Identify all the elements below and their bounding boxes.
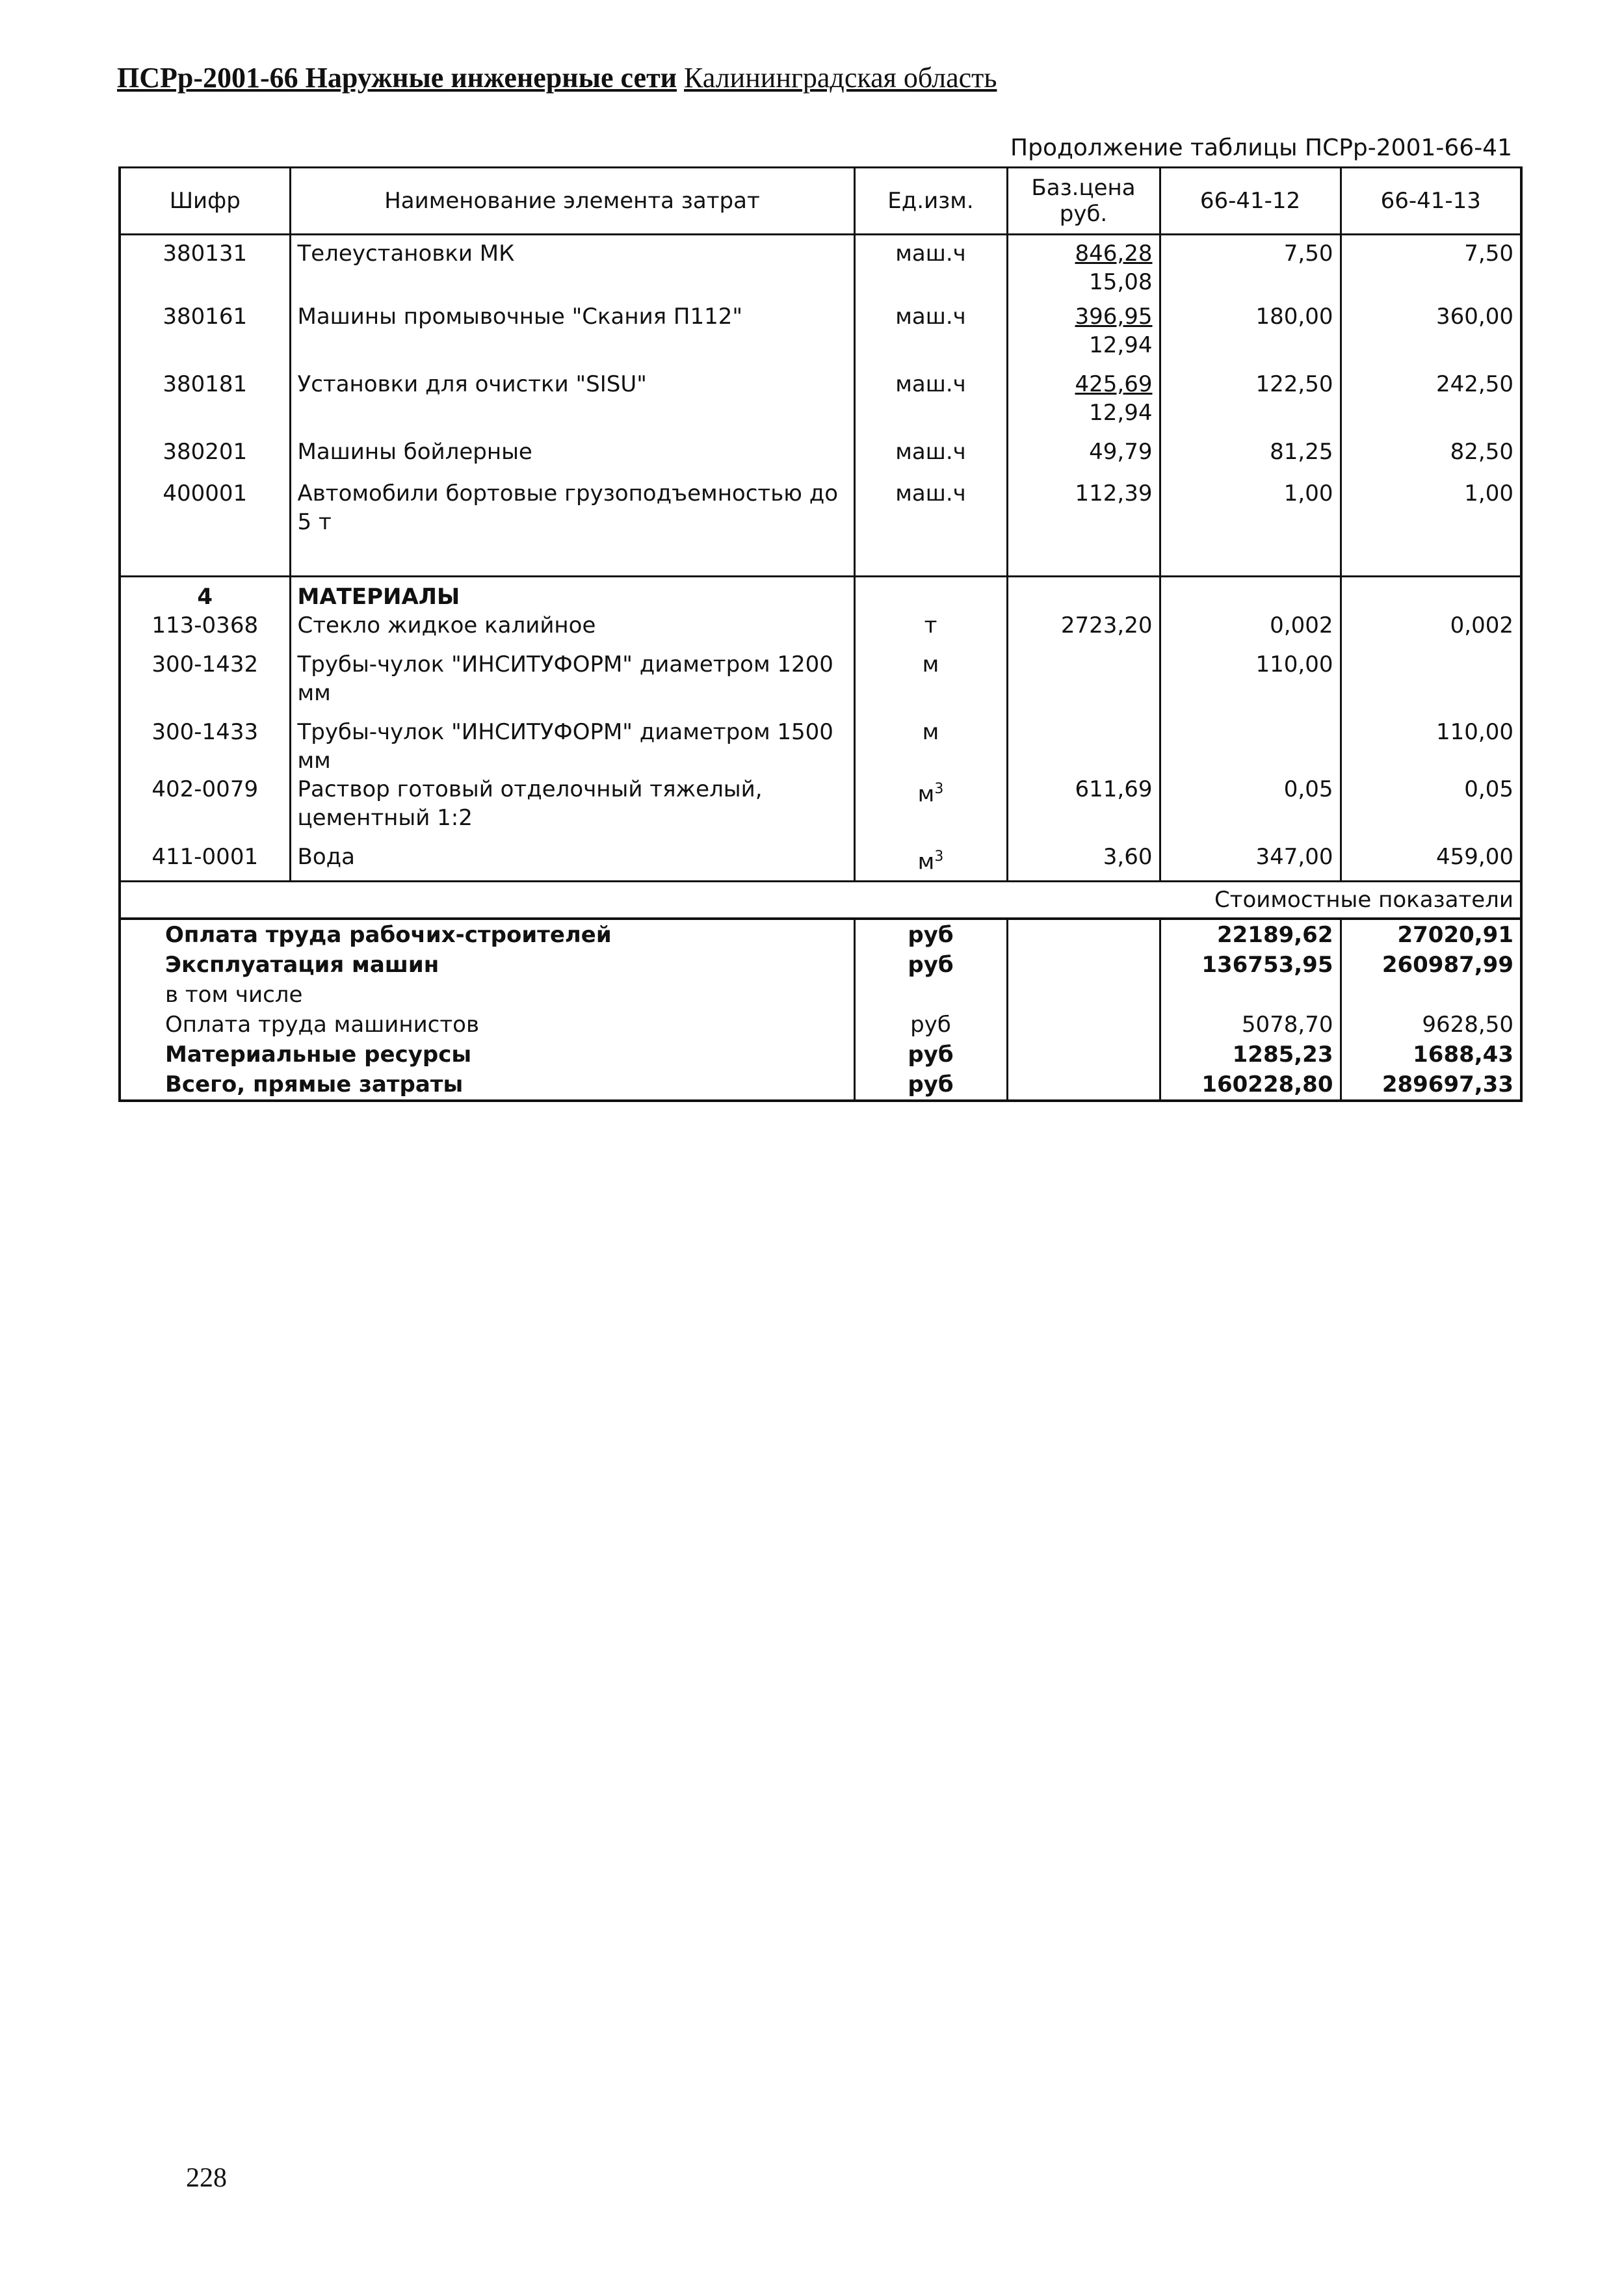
summary-row (120, 1010, 1521, 1040)
row-code: 300-1433 (120, 718, 290, 775)
machines-body (120, 235, 1521, 577)
row-price-wage: 12,94 (1089, 399, 1153, 426)
col-header-name: Наименование элемента затрат (290, 168, 854, 235)
row-unit-superscript: 3 (934, 848, 944, 865)
document-header (117, 60, 1547, 96)
summary-value-66-41-12 (1160, 980, 1341, 1010)
table-row (120, 302, 1521, 370)
summary-value-66-41-12: 136753,95 (1160, 950, 1341, 980)
row-value-66-41-12: 180,00 (1160, 302, 1341, 370)
col-header-code: Шифр (120, 168, 290, 235)
row-price-base: 425,69 (1075, 371, 1153, 397)
summary-price-empty (1007, 1040, 1160, 1070)
spacer-row (120, 536, 1521, 577)
summary-value-66-41-12: 5078,70 (1160, 1010, 1341, 1040)
row-value-66-41-12: 1,00 (1160, 479, 1341, 536)
summary-unit (854, 980, 1007, 1010)
summary-value-66-41-13: 27020,91 (1341, 919, 1521, 950)
cost-table (118, 166, 1523, 1102)
summary-label: в том числе (120, 980, 854, 1010)
materials-section (120, 576, 1521, 611)
row-unit (854, 611, 1007, 650)
row-unit (854, 843, 1007, 882)
row-value-66-41-13: 0,002 (1341, 611, 1521, 650)
row-code: 400001 (120, 479, 290, 536)
row-code: 380131 (120, 235, 290, 302)
table-row (120, 650, 1521, 718)
row-unit (854, 650, 1007, 718)
row-name (290, 650, 854, 718)
row-value-66-41-12: 122,50 (1160, 370, 1341, 438)
summary-row (120, 1040, 1521, 1070)
summary-unit: руб (854, 1010, 1007, 1040)
row-value-66-41-12: 7,50 (1160, 235, 1341, 302)
page-number: 228 (186, 2163, 227, 2193)
summary-label: Оплата труда машинистов (120, 1010, 854, 1040)
summary-label: Эксплуатация машин (120, 950, 854, 980)
row-value-66-41-12 (1160, 718, 1341, 775)
row-price-base: 396,95 (1075, 303, 1153, 330)
summary-row (120, 1070, 1521, 1101)
summary-unit: руб (854, 1040, 1007, 1070)
summary-value-66-41-12: 22189,62 (1160, 919, 1341, 950)
row-name-line2: цементный 1:2 (297, 804, 473, 831)
row-code: 380201 (120, 438, 290, 479)
row-value-66-41-12: 110,00 (1160, 650, 1341, 718)
row-code: 380161 (120, 302, 290, 370)
table-row (120, 611, 1521, 650)
summary-price-empty (1007, 919, 1160, 950)
row-name: Автомобили бортовые грузоподъемностью до 5 т (290, 479, 854, 536)
row-name (290, 775, 854, 843)
row-price (1007, 302, 1160, 370)
row-name-line1: Трубы-чулок "ИНСИТУФОРМ" диаметром 1200 мм (297, 651, 833, 706)
row-unit-base: м (917, 848, 935, 874)
summary-caption-row (120, 882, 1521, 919)
summary-value-66-41-13: 9628,50 (1341, 1010, 1521, 1040)
table-row (120, 438, 1521, 479)
row-name-line1: Стекло жидкое калийное (297, 612, 596, 638)
row-price-base: 846,28 (1075, 241, 1153, 267)
row-value-66-41-13: 459,00 (1341, 843, 1521, 882)
summary-price-empty (1007, 1010, 1160, 1040)
section-number: 4 (120, 576, 290, 611)
summary-value-66-41-13: 260987,99 (1341, 950, 1521, 980)
table-row (120, 370, 1521, 438)
row-code: 300-1432 (120, 650, 290, 718)
row-name: Машины промывочные "Скания П112" (290, 302, 854, 370)
row-price: 611,69 (1007, 775, 1160, 843)
row-code: 411-0001 (120, 843, 290, 882)
row-value-66-41-13: 1,00 (1341, 479, 1521, 536)
row-value-66-41-13: 7,50 (1341, 235, 1521, 302)
summary-label: Материальные ресурсы (120, 1040, 854, 1070)
summary-unit: руб (854, 919, 1007, 950)
row-name (290, 843, 854, 882)
row-value-66-41-13 (1341, 650, 1521, 718)
summary-unit: руб (854, 1070, 1007, 1101)
summary-row (120, 919, 1521, 950)
summary-price-empty (1007, 980, 1160, 1010)
row-price (1007, 370, 1160, 438)
col-header-66-41-13: 66-41-13 (1341, 168, 1521, 235)
row-price-wage: 12,94 (1089, 332, 1153, 358)
row-name-line1: Трубы-чулок "ИНСИТУФОРМ" диаметром 1500 мм (297, 718, 833, 774)
row-value-66-41-12: 0,05 (1160, 775, 1341, 843)
col-header-price-line2: руб. (1059, 201, 1108, 227)
summary-label: Всего, прямые затраты (120, 1070, 854, 1101)
col-header-price (1007, 168, 1160, 235)
row-name (290, 611, 854, 650)
summary-row (120, 950, 1521, 980)
cost-table-section (118, 130, 1520, 1102)
summary-label: Оплата труда рабочих-строителей (120, 919, 854, 950)
region-name: Калининградская область (684, 62, 997, 94)
row-unit-base: т (924, 612, 937, 638)
row-value-66-41-12: 0,002 (1160, 611, 1341, 650)
row-name: Установки для очистки "SISU" (290, 370, 854, 438)
row-value-66-41-13: 242,50 (1341, 370, 1521, 438)
table-row (120, 843, 1521, 882)
row-unit-base: м (922, 651, 939, 677)
row-unit (854, 718, 1007, 775)
row-unit-base: м (917, 780, 935, 807)
row-name: Машины бойлерные (290, 438, 854, 479)
row-value-66-41-12: 81,25 (1160, 438, 1341, 479)
row-name (290, 718, 854, 775)
row-unit: маш.ч (854, 479, 1007, 536)
row-unit (854, 775, 1007, 843)
row-price (1007, 718, 1160, 775)
table-row (120, 479, 1521, 536)
row-value-66-41-13: 0,05 (1341, 775, 1521, 843)
row-price (1007, 438, 1160, 479)
row-price (1007, 650, 1160, 718)
row-unit: маш.ч (854, 302, 1007, 370)
collection-title: ПСРр-2001-66 Наружные инженерные сети (117, 62, 677, 94)
row-unit: маш.ч (854, 438, 1007, 479)
table-row (120, 775, 1521, 843)
materials-body (120, 611, 1521, 882)
table-row (120, 718, 1521, 775)
row-unit-base: м (922, 718, 939, 745)
row-name: Телеустановки МК (290, 235, 854, 302)
row-name-line1: Вода (297, 843, 355, 870)
row-name-line1: Раствор готовый отделочный тяжелый, (297, 776, 763, 802)
col-header-price-line1: Баз.цена (1031, 175, 1136, 201)
row-price-base: 112,39 (1075, 480, 1153, 506)
row-unit: маш.ч (854, 370, 1007, 438)
col-header-unit: Ед.изм. (854, 168, 1007, 235)
row-price-wage: 15,08 (1089, 269, 1153, 295)
summary-caption: Стоимостные показатели (120, 882, 1521, 919)
row-value-66-41-12: 347,00 (1160, 843, 1341, 882)
table-row (120, 235, 1521, 302)
summary-value-66-41-12: 160228,80 (1160, 1070, 1341, 1101)
row-unit: маш.ч (854, 235, 1007, 302)
row-price: 3,60 (1007, 843, 1160, 882)
summary-price-empty (1007, 950, 1160, 980)
summary-value-66-41-13: 289697,33 (1341, 1070, 1521, 1101)
col-header-66-41-12: 66-41-12 (1160, 168, 1341, 235)
row-price (1007, 479, 1160, 536)
row-value-66-41-13: 110,00 (1341, 718, 1521, 775)
summary-value-66-41-13: 1688,43 (1341, 1040, 1521, 1070)
row-unit-superscript: 3 (934, 780, 944, 797)
row-value-66-41-13: 82,50 (1341, 438, 1521, 479)
row-value-66-41-13: 360,00 (1341, 302, 1521, 370)
row-code: 380181 (120, 370, 290, 438)
summary-value-66-41-12: 1285,23 (1160, 1040, 1341, 1070)
row-code: 402-0079 (120, 775, 290, 843)
summary-row (120, 980, 1521, 1010)
row-price: 2723,20 (1007, 611, 1160, 650)
section-header-row (120, 576, 1521, 611)
row-price-base: 49,79 (1089, 438, 1153, 465)
summary-value-66-41-13 (1341, 980, 1521, 1010)
row-code: 113-0368 (120, 611, 290, 650)
row-price (1007, 235, 1160, 302)
section-title: МАТЕРИАЛЫ (290, 576, 854, 611)
summary-price-empty (1007, 1070, 1160, 1101)
summary-body (120, 919, 1521, 1101)
summary-unit: руб (854, 950, 1007, 980)
table-continuation-label: Продолжение таблицы ПСРр-2001-66-41 (1010, 135, 1512, 161)
